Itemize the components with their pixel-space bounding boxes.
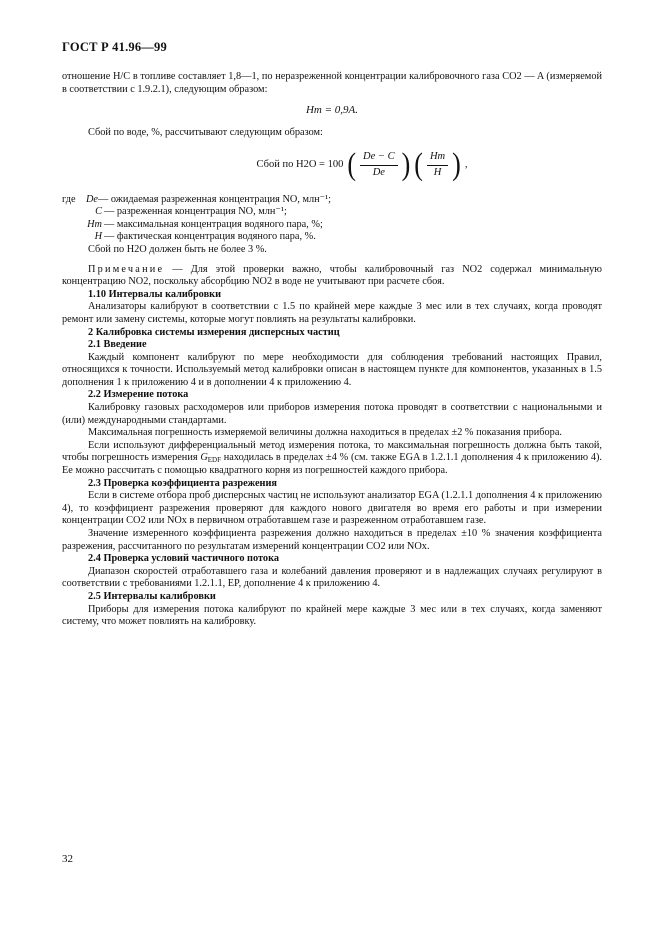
fraction-de-c	[360, 151, 398, 179]
section-2-3-text-1: Если в системе отбора проб дисперсных частиц не используют анализатор EGA (1.2.1.1 дополнения 4 к приложению 4), то коэффициент разрежения проверяют для каждого нового двигателя во время его работы и при измерении концентрации CO2 или NOx в первичном отработавшем газе и разреженном отработавшем газе.	[62, 490, 602, 527]
definition-row	[62, 219, 602, 232]
intro-paragraph: отношение H/C в топливе составляет 1,8—1, по неразреженной концентрации калибровочного газа CO2 — A (измеряемой в соответствии с 1.9.2.1), следующим образом:	[62, 71, 602, 95]
text-part: Если используют дифференциальный метод измерения потока, то максимальная погрешность должна быть такой, чтобы погрешность измерения	[62, 439, 602, 464]
formula-water-error	[122, 147, 602, 183]
section-2-5-text: Приборы для измерения потока калибруют по крайней мере каждые 3 мес или в тех случаях, когда заменяют систему, что может повлиять на калибровку.	[62, 603, 602, 628]
paren-close: )	[401, 147, 411, 183]
formula-lhs: Сбой по H2O = 100	[256, 159, 344, 171]
page-number: 32	[62, 853, 73, 865]
note-lead: Примечание	[88, 263, 165, 275]
definition-row	[62, 194, 602, 207]
section-2-title: 2 Калибровка системы измерения дисперсных частиц	[88, 326, 340, 338]
fraction2-numerator: Hm	[427, 151, 448, 166]
definition-symbol: De	[86, 193, 99, 205]
where-lead: где	[62, 193, 76, 205]
definition-text: — ожидаемая разреженная концентрация NO, млн⁻¹;	[98, 193, 332, 205]
note-paragraph	[62, 264, 602, 289]
definition-row	[62, 206, 602, 219]
definition-symbol: H	[94, 231, 102, 243]
definition-row	[62, 231, 602, 244]
section-2-2-text-3	[62, 440, 602, 478]
section-2-4-title: 2.4 Проверка условий частичного потока	[88, 553, 279, 565]
paren-open: (	[347, 147, 357, 183]
document-header: ГОСТ Р 41.96—99	[62, 40, 167, 54]
section-2-3-text-2: Значение измеренного коэффициента разрежения должно находиться в пределах ±10 % значения коэффициента разрежения, рассчитанного по результатам измерений концентрации CO2 или NOx.	[62, 528, 602, 552]
definition-symbol: C	[95, 206, 102, 218]
water-error-limit: Сбой по H2O должен быть не более 3 %.	[88, 243, 267, 255]
fraction-hm-h	[427, 151, 448, 179]
section-2-2-title: 2.2 Измерение потока	[88, 389, 189, 401]
fraction2-denominator: H	[433, 166, 442, 178]
fraction-numerator: De − C	[360, 151, 398, 166]
section-1-10-text: Анализаторы калибруют в соответствии с 1.5 по крайней мере каждые 3 мес или в тех случаях, когда проводят ремонт или замену системы, которые могут повлиять на результаты калибровки.	[62, 301, 602, 325]
paren-open-2: (	[414, 147, 423, 183]
definition-text: — максимальная концентрация водяного пара, %;	[104, 218, 323, 230]
variable-definitions	[62, 194, 602, 257]
definition-symbol: Hm	[87, 218, 102, 230]
section-2-3-title: 2.3 Проверка коэффициента разрежения	[88, 477, 277, 489]
section-1-10-title: 1.10 Интервалы калибровки	[88, 288, 221, 300]
document-body	[62, 71, 602, 629]
section-2-1-title: 2.1 Введение	[88, 339, 147, 351]
water-error-intro: Сбой по воде, %, рассчитывают следующим образом:	[88, 126, 323, 138]
definition-text: — разреженная концентрация NO, млн⁻¹;	[104, 206, 287, 218]
formula-tail: ,	[464, 159, 468, 171]
fraction-denominator: De	[372, 166, 385, 178]
section-2-2-text-1: Калибровку газовых расходомеров или приборов измерения потока проводят в соответствии с национальными и (или) международными стандартами.	[62, 402, 602, 426]
text-part: находилась в пределах ±4 % (см. также EGA в 1.2.1.1 дополнения 4 к приложению 4). Ее можно рассчитать с помощью квадратного корня из погрешностей каждого прибора.	[62, 452, 602, 477]
section-2-4-text: Диапазон скоростей отработавшего газа и колебаний давления проверяют и в надлежащих случаях регулируют в соответствии с требованиями 1.2.1.1, EP, дополнение 4 к приложению 4.	[62, 565, 602, 590]
paren-close-2: )	[452, 147, 461, 183]
section-2-5-title: 2.5 Интервалы калибровки	[88, 590, 216, 602]
note-text: — Для этой проверки важно, чтобы калибровочный газ NO2 содержал минимальную концентрацию NO2, поскольку абсорбцию NO2 в воде не учитывают при расчете сбоя.	[62, 263, 602, 288]
symbol-g: G	[200, 452, 208, 464]
definition-text: — фактическая концентрация водяного пара, %.	[104, 231, 316, 243]
section-2-1-text: Каждый компонент калибруют по мере необходимости для соблюдения требований настоящих Правил, относящихся к точности. Используемый метод калибровки описан в настоящем пункте для компонентов, указанных в 1.5 дополнения 1 к приложению 4 и в дополнении 4 к приложению 4.	[62, 351, 602, 388]
section-2-2-text-2: Максимальная погрешность измеряемой величины должна находиться в пределах ±2 % показания прибора.	[88, 427, 562, 439]
formula-hm: Hm = 0,9A.	[305, 104, 359, 117]
symbol-sub: EDF	[207, 456, 221, 465]
